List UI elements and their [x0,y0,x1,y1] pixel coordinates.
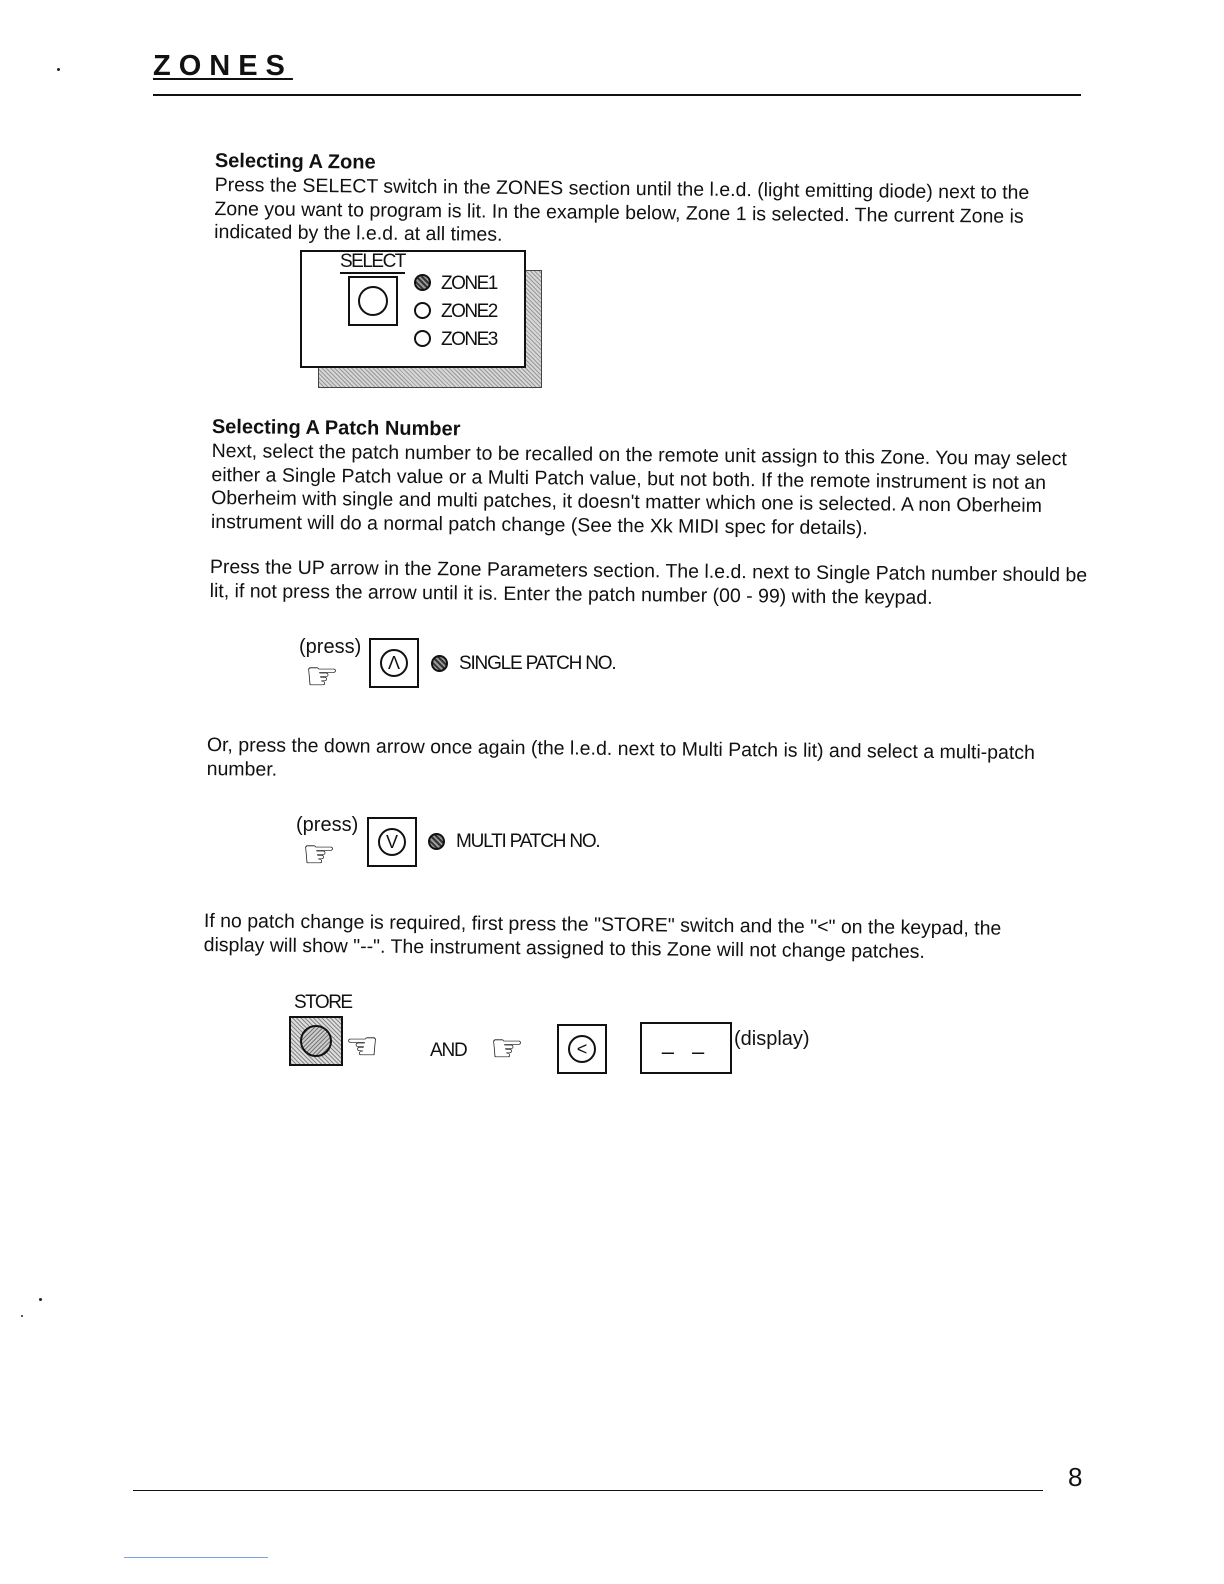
scan-speck [39,1298,42,1301]
hand-pointing-left-icon: ☜ [345,1026,380,1068]
led-unlit-icon [414,330,431,347]
multi-patch-label: MULTI PATCH NO. [456,831,600,852]
zone-row-2 [414,301,497,323]
select-label: SELECT [340,251,405,272]
down-arrow-icon: V [378,828,406,856]
scan-artifact-line [124,1557,268,1558]
paragraph-down-arrow: Or, press the down arrow once again (the l.e.d. next to Multi Patch is lit) and select a multi-patch number. [206,734,1036,781]
heading-selecting-zone: Selecting A Zone [214,149,376,174]
led-lit-icon [428,833,445,850]
and-label: AND [430,1040,467,1061]
led-lit-icon [431,655,448,672]
page-title: ZONES [153,50,293,82]
hand-pointing-right-icon: ☞ [305,656,340,698]
section-selecting-zone [214,148,1075,253]
title-rule [153,94,1081,96]
paragraph-no-patch-change-block [204,910,1054,965]
left-arrow-icon: < [568,1035,596,1063]
left-arrow-key [557,1024,607,1074]
section-selecting-patch [211,414,1112,543]
store-circle-icon [300,1025,332,1057]
up-arrow-button [369,638,419,688]
zone-label: ZONE2 [441,301,497,322]
select-switch-circle-icon [358,286,388,316]
scan-speck [57,68,60,71]
heading-selecting-patch: Selecting A Patch Number [211,415,461,441]
up-arrow-icon: Λ [380,649,408,677]
zone-row-1 [414,273,497,295]
store-label: STORE [294,992,352,1013]
press-label-up: (press) [299,636,362,658]
single-patch-label: SINGLE PATCH NO. [459,653,616,674]
footer-rule [133,1490,1043,1491]
select-switch [348,276,398,326]
display-readout: – – [640,1022,732,1074]
paragraph-patch-intro: Next, select the patch number to be recalled on the remote unit assign to this Zone. You may select either a Single Patch value or a Multi Patch value, but not both. If the remote instrument is not an Oberheim with single and multi patches, it doesn't matter which one is selected. A non Oberheim instrument will do a normal patch change (See the Xk MIDI spec for details). [210,439,1067,539]
paragraph-no-patch-change: If no patch change is required, first press the "STORE" switch and the "<" on the keypad, the display will show "--". The instrument assigned to this Zone will not change patches. [203,910,1002,963]
press-label-down: (press) [296,814,359,836]
paragraph-up-arrow-block [210,556,1110,612]
paragraph-up-arrow: Press the UP arrow in the Zone Parameters section. The l.e.d. next to Single Patch number should be lit, if not press the arrow until it is. Enter the patch number (00 - 99) with the keypad. [209,556,1088,609]
store-button [289,1016,343,1066]
led-lit-icon [414,274,431,291]
led-unlit-icon [414,302,431,319]
paragraph-down-arrow-block [207,734,1067,789]
paragraph-selecting-zone: Press the SELECT switch in the ZONES section until the l.e.d. (light emitting diode) next to the Zone you want to program is lit. In the example below, Zone 1 is selected. The current Zone is indicated by the l.e.d. at all times. [214,173,1030,246]
page-number: 8 [1068,1462,1083,1492]
zone-label: ZONE1 [441,273,497,294]
scan-speck [21,1315,23,1317]
down-arrow-button [367,817,417,867]
display-caption: (display) [734,1028,810,1050]
hand-pointing-right-icon: ☞ [490,1028,525,1070]
hand-pointing-right-icon: ☞ [302,834,337,876]
zone-label: ZONE3 [441,329,497,350]
zone-row-3 [414,329,497,351]
